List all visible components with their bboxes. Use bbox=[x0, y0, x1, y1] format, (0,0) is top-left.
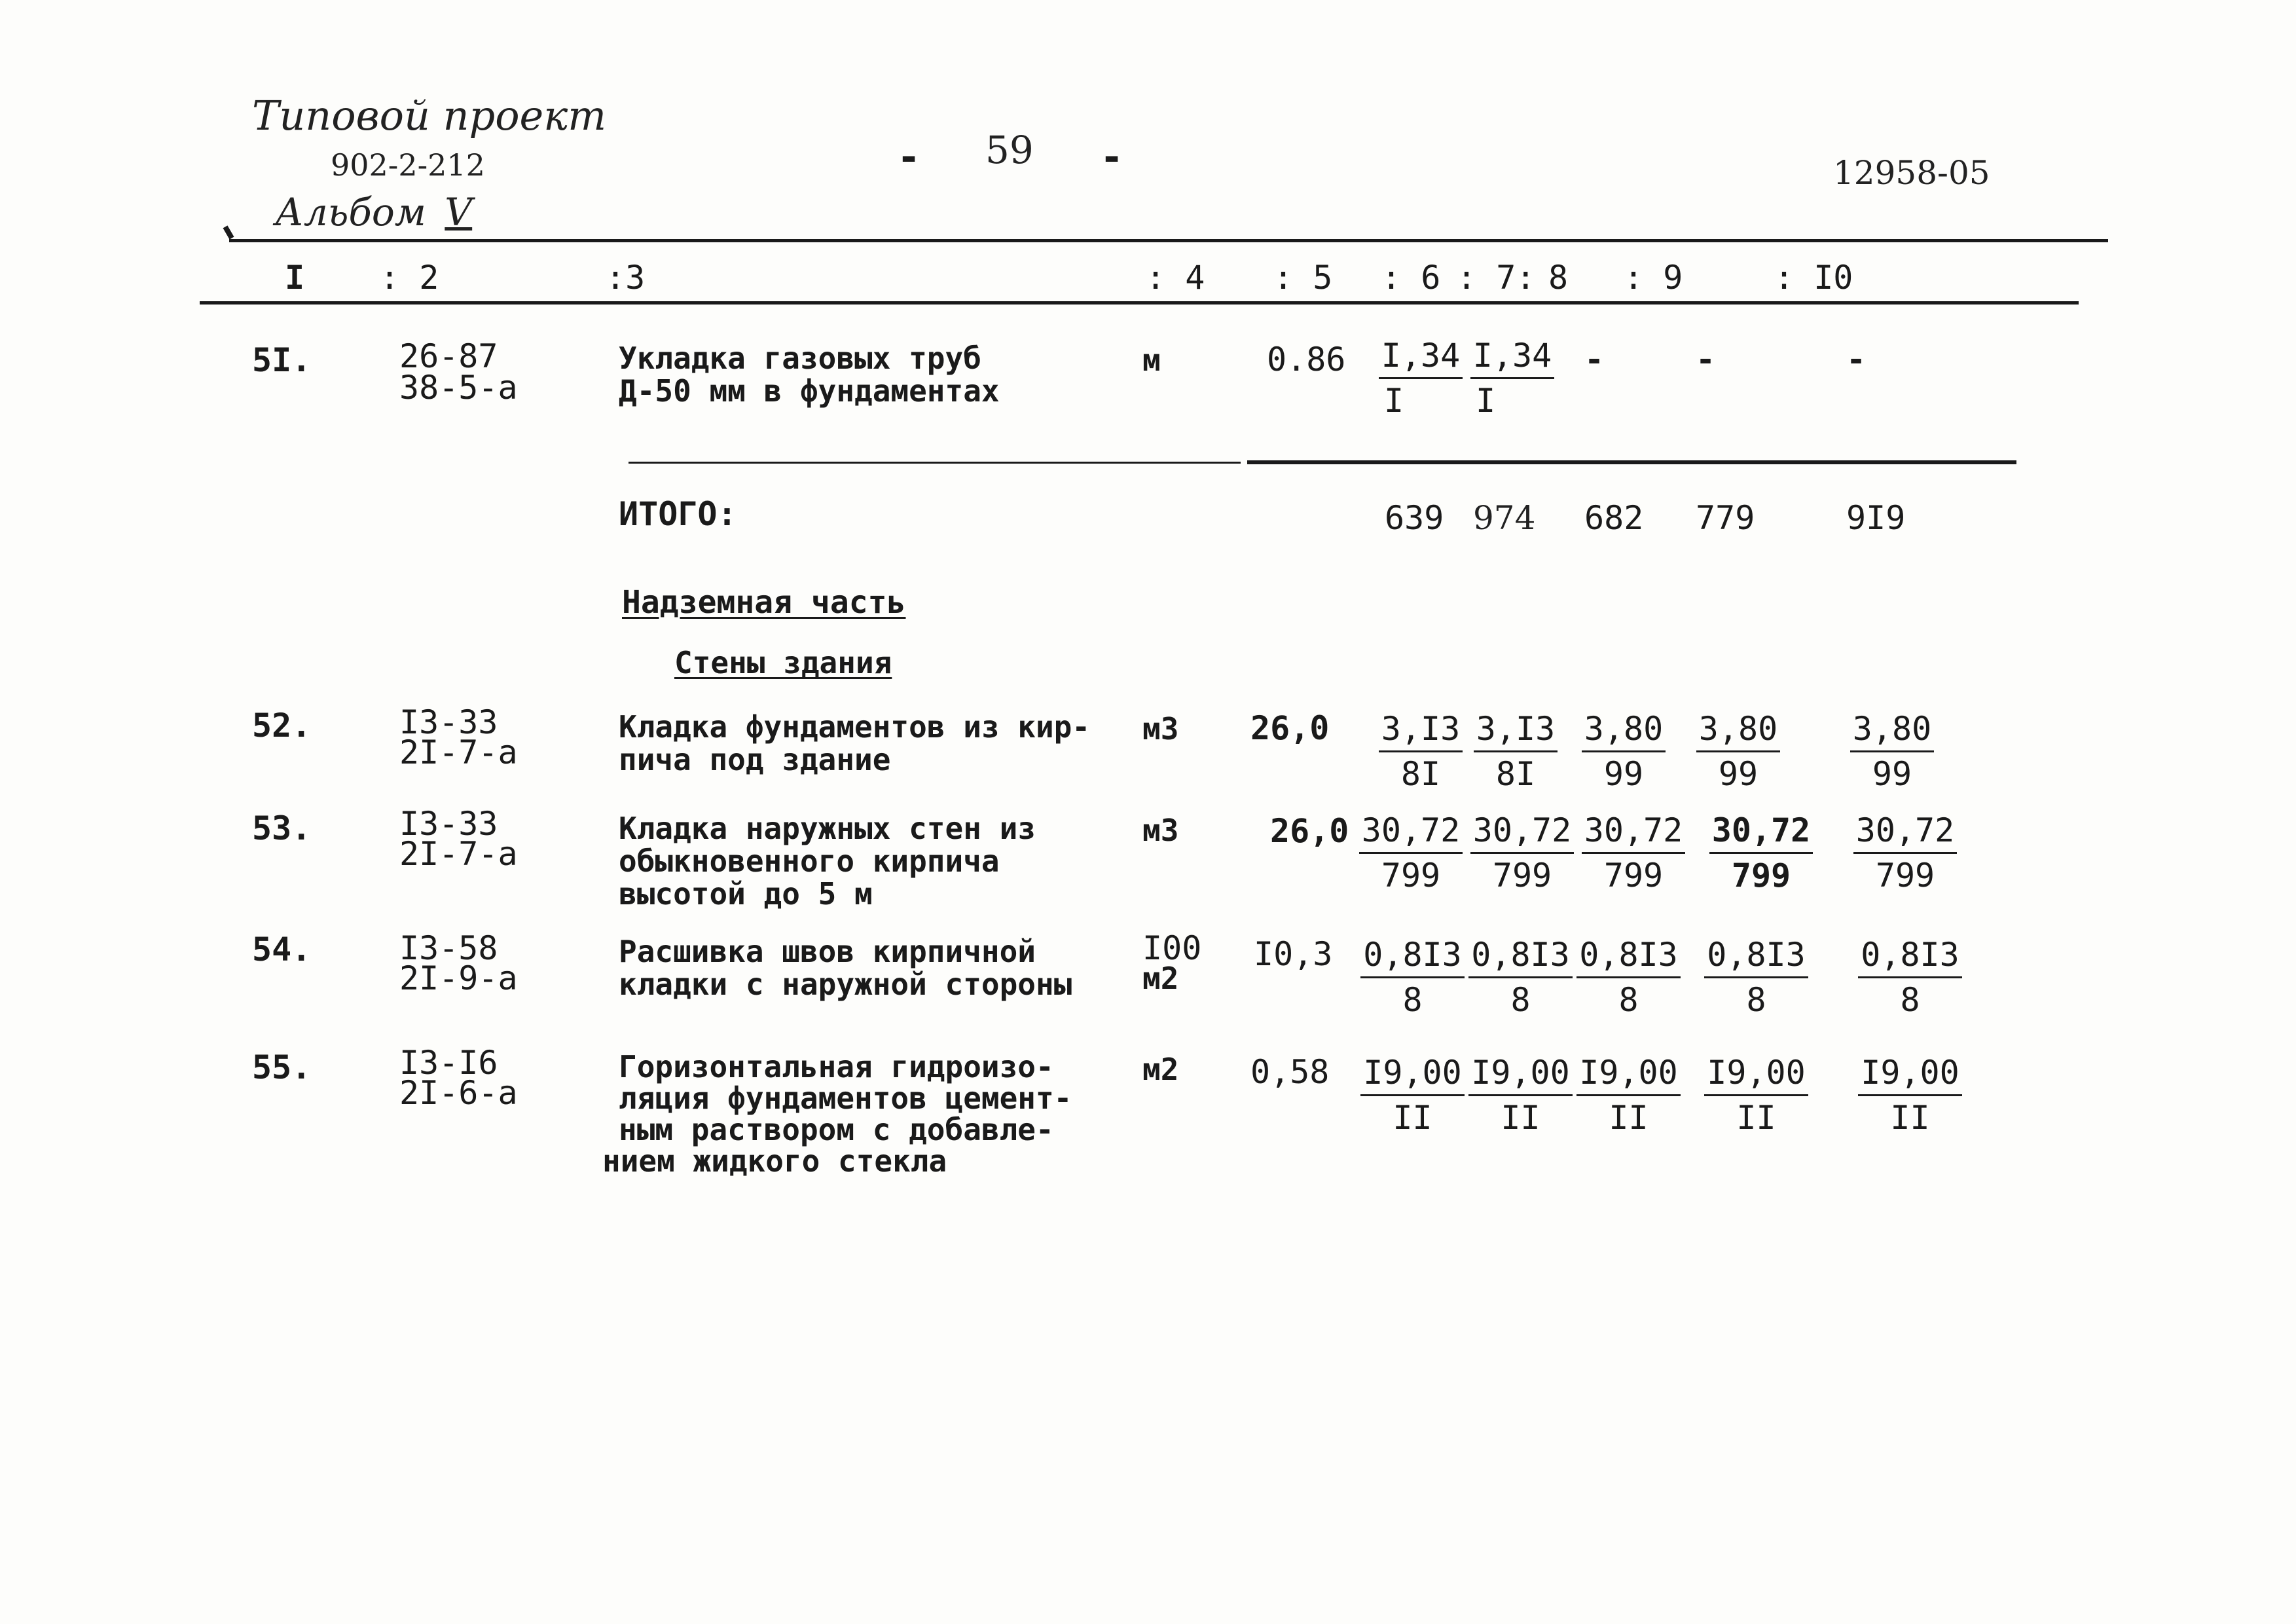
row-55-c10-top: I9,00 bbox=[1858, 1051, 1962, 1096]
row-51-c7 bbox=[1467, 334, 1558, 422]
row-51-c8: - bbox=[1584, 341, 1605, 378]
col-header-9: : 9 bbox=[1624, 259, 1683, 297]
page-number: 59 bbox=[985, 128, 1034, 172]
total-c8: 682 bbox=[1584, 499, 1644, 537]
row-55-c8-bot: II bbox=[1609, 1099, 1649, 1137]
row-55-desc bbox=[602, 1049, 1072, 1179]
row-52-c9-bot: 99 bbox=[1718, 755, 1758, 793]
row-53-num: 53. bbox=[252, 809, 312, 847]
row-55-c9-bot: II bbox=[1736, 1099, 1776, 1137]
row-55-c9 bbox=[1702, 1051, 1810, 1139]
row-54-c6 bbox=[1358, 933, 1467, 1022]
row-54-c7 bbox=[1467, 933, 1575, 1022]
row-54-c8 bbox=[1575, 933, 1683, 1022]
col-header-4: : 4 bbox=[1146, 259, 1205, 297]
page-dash-left: - bbox=[897, 134, 921, 180]
row-55-c6-top: I9,00 bbox=[1360, 1051, 1465, 1096]
row-55-c9-top: I9,00 bbox=[1704, 1051, 1808, 1096]
row-54-c8-top: 0,8I3 bbox=[1576, 933, 1681, 978]
row-53-c6-top: 30,72 bbox=[1359, 809, 1463, 854]
row-54-c8-bot: 8 bbox=[1618, 981, 1639, 1019]
header-top-rule bbox=[229, 239, 2108, 242]
row-51-c6 bbox=[1375, 334, 1467, 422]
row-54-c9-bot: 8 bbox=[1746, 981, 1766, 1019]
row-51-c6-bot: I bbox=[1384, 382, 1404, 420]
row-53-c8-bot: 799 bbox=[1603, 857, 1664, 895]
row-55-c8 bbox=[1575, 1051, 1683, 1139]
row-54-code bbox=[399, 929, 518, 997]
row-52-c8-bot: 99 bbox=[1603, 755, 1644, 793]
row-55-desc-line3: ным раствором с добавле- bbox=[619, 1112, 1054, 1147]
row-51-desc-line2: Д-50 мм в фундаментах bbox=[619, 373, 1000, 409]
row-55-c10-bot: II bbox=[1890, 1099, 1930, 1137]
row-54-unit-line1: I00 bbox=[1142, 929, 1202, 967]
row-55-desc-line4: нием жидкого стекла bbox=[602, 1143, 947, 1179]
row-53-c9 bbox=[1705, 809, 1817, 897]
row-55-code1: I3-I6 bbox=[399, 1044, 498, 1082]
col-header-3: :3 bbox=[606, 259, 646, 297]
total-label: ИТОГО: bbox=[619, 495, 737, 533]
row-53-c9-top: 30,72 bbox=[1709, 809, 1813, 854]
row-53-c10-bot: 799 bbox=[1875, 857, 1935, 895]
page-dash-right: - bbox=[1100, 134, 1124, 180]
row-55-code bbox=[399, 1044, 518, 1112]
row-51-unit: м bbox=[1142, 342, 1161, 378]
row-51-code1: 26-87 bbox=[399, 337, 498, 375]
album-label bbox=[275, 190, 472, 234]
row-53-unit: м3 bbox=[1142, 813, 1179, 848]
row-51-c6-top: I,34 bbox=[1379, 334, 1463, 379]
row-54-code1: I3-58 bbox=[399, 929, 498, 967]
row-52-c10 bbox=[1843, 707, 1941, 796]
row-55-c7-top: I9,00 bbox=[1468, 1051, 1573, 1096]
row-54-num: 54. bbox=[252, 931, 312, 969]
row-54-desc-line1: Расшивка швов кирпичной bbox=[619, 934, 1036, 969]
col-header-5: : 5 bbox=[1273, 259, 1333, 297]
row-52-c6-bot: 8I bbox=[1400, 755, 1441, 793]
row-55-unit: м2 bbox=[1142, 1052, 1179, 1087]
row-52-c10-top: 3,80 bbox=[1850, 707, 1934, 752]
row-54-c10-bot: 8 bbox=[1900, 981, 1920, 1019]
row-54-c6-top: 0,8I3 bbox=[1360, 933, 1465, 978]
row-52-c9 bbox=[1689, 707, 1787, 796]
row-53-code bbox=[399, 805, 518, 873]
row-52-desc-line1: Кладка фундаментов из кир- bbox=[619, 709, 1091, 745]
row-54-desc-line2: кладки с наружной стороны bbox=[619, 967, 1072, 1002]
row-52-unit: м3 bbox=[1142, 711, 1179, 747]
col-header-10: : I0 bbox=[1774, 259, 1853, 297]
row-53-c10 bbox=[1846, 809, 1964, 897]
row-54-unit bbox=[1142, 929, 1202, 996]
total-c9: 779 bbox=[1696, 499, 1755, 537]
row-55-c6 bbox=[1358, 1051, 1467, 1139]
project-label: Типовой проект bbox=[252, 92, 607, 139]
row-55-c6-bot: II bbox=[1393, 1099, 1432, 1137]
row-52-desc bbox=[619, 710, 1090, 776]
row-52-c6-top: 3,I3 bbox=[1379, 707, 1463, 752]
row-54-c10-top: 0,8I3 bbox=[1858, 933, 1962, 978]
doc-code: 12958-05 bbox=[1833, 154, 1990, 192]
row-51-c9: - bbox=[1696, 341, 1716, 378]
row-54-c6-bot: 8 bbox=[1402, 981, 1423, 1019]
row-51-code bbox=[399, 337, 518, 407]
row-52-c7-top: 3,I3 bbox=[1474, 707, 1558, 752]
row-52-code bbox=[399, 703, 518, 771]
row-53-desc bbox=[619, 812, 1036, 910]
row-53-c10-top: 30,72 bbox=[1853, 809, 1958, 854]
row-55-desc-line1: Горизонтальная гидроизо- bbox=[619, 1049, 1054, 1084]
row-54-unit-line2: м2 bbox=[1142, 961, 1179, 996]
total-c6: 639 bbox=[1385, 499, 1444, 537]
row-52-qty: 26,0 bbox=[1250, 709, 1330, 747]
row-52-c6 bbox=[1372, 707, 1470, 796]
row-55-qty: 0,58 bbox=[1250, 1053, 1330, 1091]
row-52-c10-bot: 99 bbox=[1872, 755, 1912, 793]
row-54-c7-top: 0,8I3 bbox=[1468, 933, 1573, 978]
row-53-code2: 2I-7-а bbox=[399, 835, 518, 873]
row-55-desc-line2: ляция фундаментов цемент- bbox=[619, 1080, 1072, 1116]
row-53-c7 bbox=[1467, 809, 1578, 897]
row-54-c7-bot: 8 bbox=[1510, 981, 1531, 1019]
total-c10: 9I9 bbox=[1846, 499, 1906, 537]
project-code: 902-2-212 bbox=[331, 147, 485, 183]
row-52-code1: I3-33 bbox=[399, 703, 498, 741]
row-53-c9-bot: 799 bbox=[1731, 857, 1791, 895]
row-51-c7-top: I,34 bbox=[1470, 334, 1554, 379]
col-header-1: I bbox=[285, 259, 305, 297]
row-51-desc-line1: Укладка газовых труб bbox=[619, 341, 981, 376]
total-c7: 974 bbox=[1473, 499, 1536, 537]
row-55-c10 bbox=[1856, 1051, 1964, 1139]
row-52-c7 bbox=[1467, 707, 1565, 796]
row-52-c7-bot: 8I bbox=[1495, 755, 1536, 793]
header-tick bbox=[223, 225, 234, 239]
row-52-c9-top: 3,80 bbox=[1696, 707, 1780, 752]
row-55-num: 55. bbox=[252, 1048, 312, 1086]
album-label-text: Альбом bbox=[275, 190, 426, 234]
header-bottom-rule bbox=[200, 301, 2079, 304]
row-51-qty: 0.86 bbox=[1267, 341, 1346, 378]
row-53-c8 bbox=[1578, 809, 1689, 897]
col-header-7: : 7: bbox=[1457, 259, 1536, 297]
row-55-c7 bbox=[1467, 1051, 1575, 1139]
col-header-6: : 6 bbox=[1381, 259, 1441, 297]
row-52-c8-top: 3,80 bbox=[1582, 707, 1666, 752]
row-54-c9-top: 0,8I3 bbox=[1704, 933, 1808, 978]
row-53-c6-bot: 799 bbox=[1381, 857, 1441, 895]
row-54-desc bbox=[619, 935, 1072, 1001]
col-header-2: : 2 bbox=[380, 259, 439, 297]
row-53-c6 bbox=[1355, 809, 1467, 897]
row-51-c7-bot: I bbox=[1476, 382, 1496, 420]
row-52-code2: 2I-7-а bbox=[399, 733, 518, 771]
row-53-c8-top: 30,72 bbox=[1582, 809, 1686, 854]
row-52-desc-line2: пича под здание bbox=[619, 742, 891, 777]
album-number: V bbox=[445, 190, 473, 234]
row-53-desc-line3: высотой до 5 м bbox=[619, 876, 873, 912]
row-55-c8-top: I9,00 bbox=[1576, 1051, 1681, 1096]
row-55-code2: 2I-6-а bbox=[399, 1074, 518, 1112]
row-54-c10 bbox=[1856, 933, 1964, 1022]
row-53-code1: I3-33 bbox=[399, 805, 498, 843]
row-55-c7-bot: II bbox=[1501, 1099, 1540, 1137]
section-subtitle: Стены здания bbox=[674, 645, 892, 680]
row-53-c7-bot: 799 bbox=[1492, 857, 1552, 895]
row-54-c9 bbox=[1702, 933, 1810, 1022]
total-rule-right bbox=[1247, 460, 2016, 464]
row-51-desc bbox=[619, 342, 1000, 407]
row-53-desc-line1: Кладка наружных стен из bbox=[619, 811, 1036, 846]
row-54-code2: 2I-9-а bbox=[399, 959, 518, 997]
row-53-desc-line2: обыкновенного кирпича bbox=[619, 843, 1000, 879]
row-52-c8 bbox=[1575, 707, 1673, 796]
row-51-code2: 38-5-а bbox=[399, 369, 518, 407]
row-54-qty: I0,3 bbox=[1254, 935, 1333, 973]
row-52-num: 52. bbox=[252, 707, 312, 745]
row-51-num: 5I. bbox=[252, 341, 312, 379]
row-51-c10: - bbox=[1846, 341, 1867, 378]
row-53-qty: 26,0 bbox=[1270, 812, 1349, 850]
section-title: Надземная часть bbox=[622, 584, 906, 621]
total-rule-left bbox=[629, 462, 1241, 464]
row-53-c7-top: 30,72 bbox=[1470, 809, 1575, 854]
col-header-8: 8 bbox=[1548, 259, 1569, 297]
